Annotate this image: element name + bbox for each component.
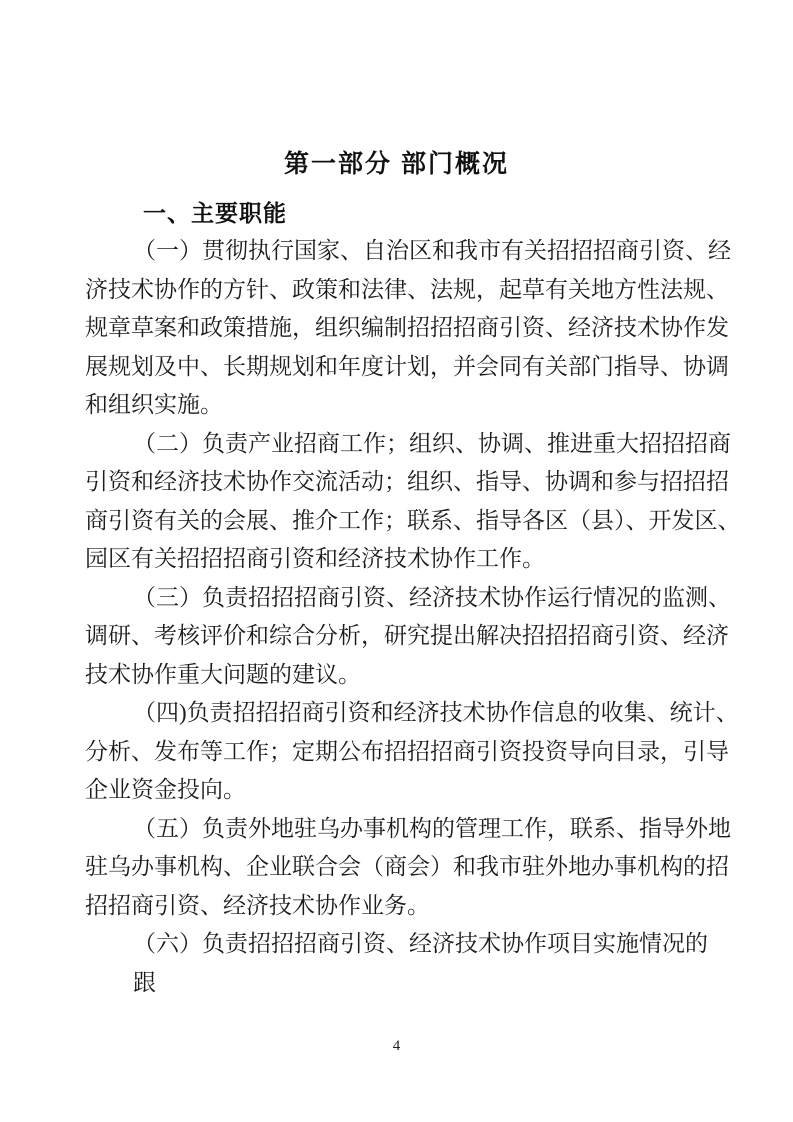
paragraph-line: （二）负责产业招商工作；组织、协调、推进重大招招招商	[133, 430, 731, 456]
paragraph-line: （三）负责招招招商引资、经济技术协作运行情况的监测、	[133, 584, 731, 610]
paragraph	[85, 579, 731, 695]
paragraph-line: 驻乌办事机构、企业联合会（商会）和我市驻外地办事机构的招	[85, 854, 729, 879]
paragraph-line: 调研、考核评价和综合分析，研究提出解决招招招商引资、经济	[85, 623, 729, 648]
document-title: 第一部分 部门概况	[284, 150, 509, 178]
page-number: 4	[392, 1038, 401, 1054]
paragraph-line: 技术协作重大问题的建议。	[85, 661, 361, 687]
paragraph-line: 招招商引资、经济技术协作业务。	[85, 892, 430, 918]
paragraph	[85, 925, 708, 995]
paragraph-line: 企业资金投向。	[85, 777, 246, 802]
paragraph-line: 分析、发布等工作；定期公布招招招商引资投资导向目录，引导	[85, 738, 729, 764]
section-heading: 一、主要职能	[143, 200, 287, 226]
paragraph	[85, 810, 731, 926]
paragraph-line: （五）负责外地驻乌办事机构的管理工作，联系、指导外地	[133, 815, 731, 841]
paragraph-line: 引资和经济技术协作交流活动；组织、指导、协调和参与招招招	[85, 469, 729, 494]
paragraph-line: 园区有关招招招商引资和经济技术协作工作。	[85, 546, 545, 571]
paragraph-line: （一）贯彻执行国家、自治区和我市有关招招招商引资、经	[133, 238, 731, 263]
paragraph-line: （六）负责招招招商引资、经济技术协作项目实施情况的跟	[133, 931, 708, 995]
paragraph-line: 商引资有关的会展、推介工作；联系、指导各区（县）、开发区、	[85, 507, 741, 533]
paragraph-line: 展规划及中、长期规划和年度计划，并会同有关部门指导、协调	[85, 353, 729, 379]
paragraph-line: 济技术协作的方针、政策和法律、法规，起草有关地方性法规、	[85, 276, 729, 302]
paragraph	[85, 232, 731, 425]
page-content	[85, 148, 741, 995]
paragraph	[85, 425, 741, 579]
paragraph-line: 规章草案和政策措施，组织编制招招招商引资、经济技术协作发	[85, 315, 729, 340]
paragraph-line: 和组织实施。	[85, 392, 223, 417]
paragraph	[85, 694, 739, 810]
body-text	[85, 232, 741, 995]
paragraph-line: （四)负责招招招商引资和经济技术协作信息的收集、统计、	[133, 700, 739, 725]
